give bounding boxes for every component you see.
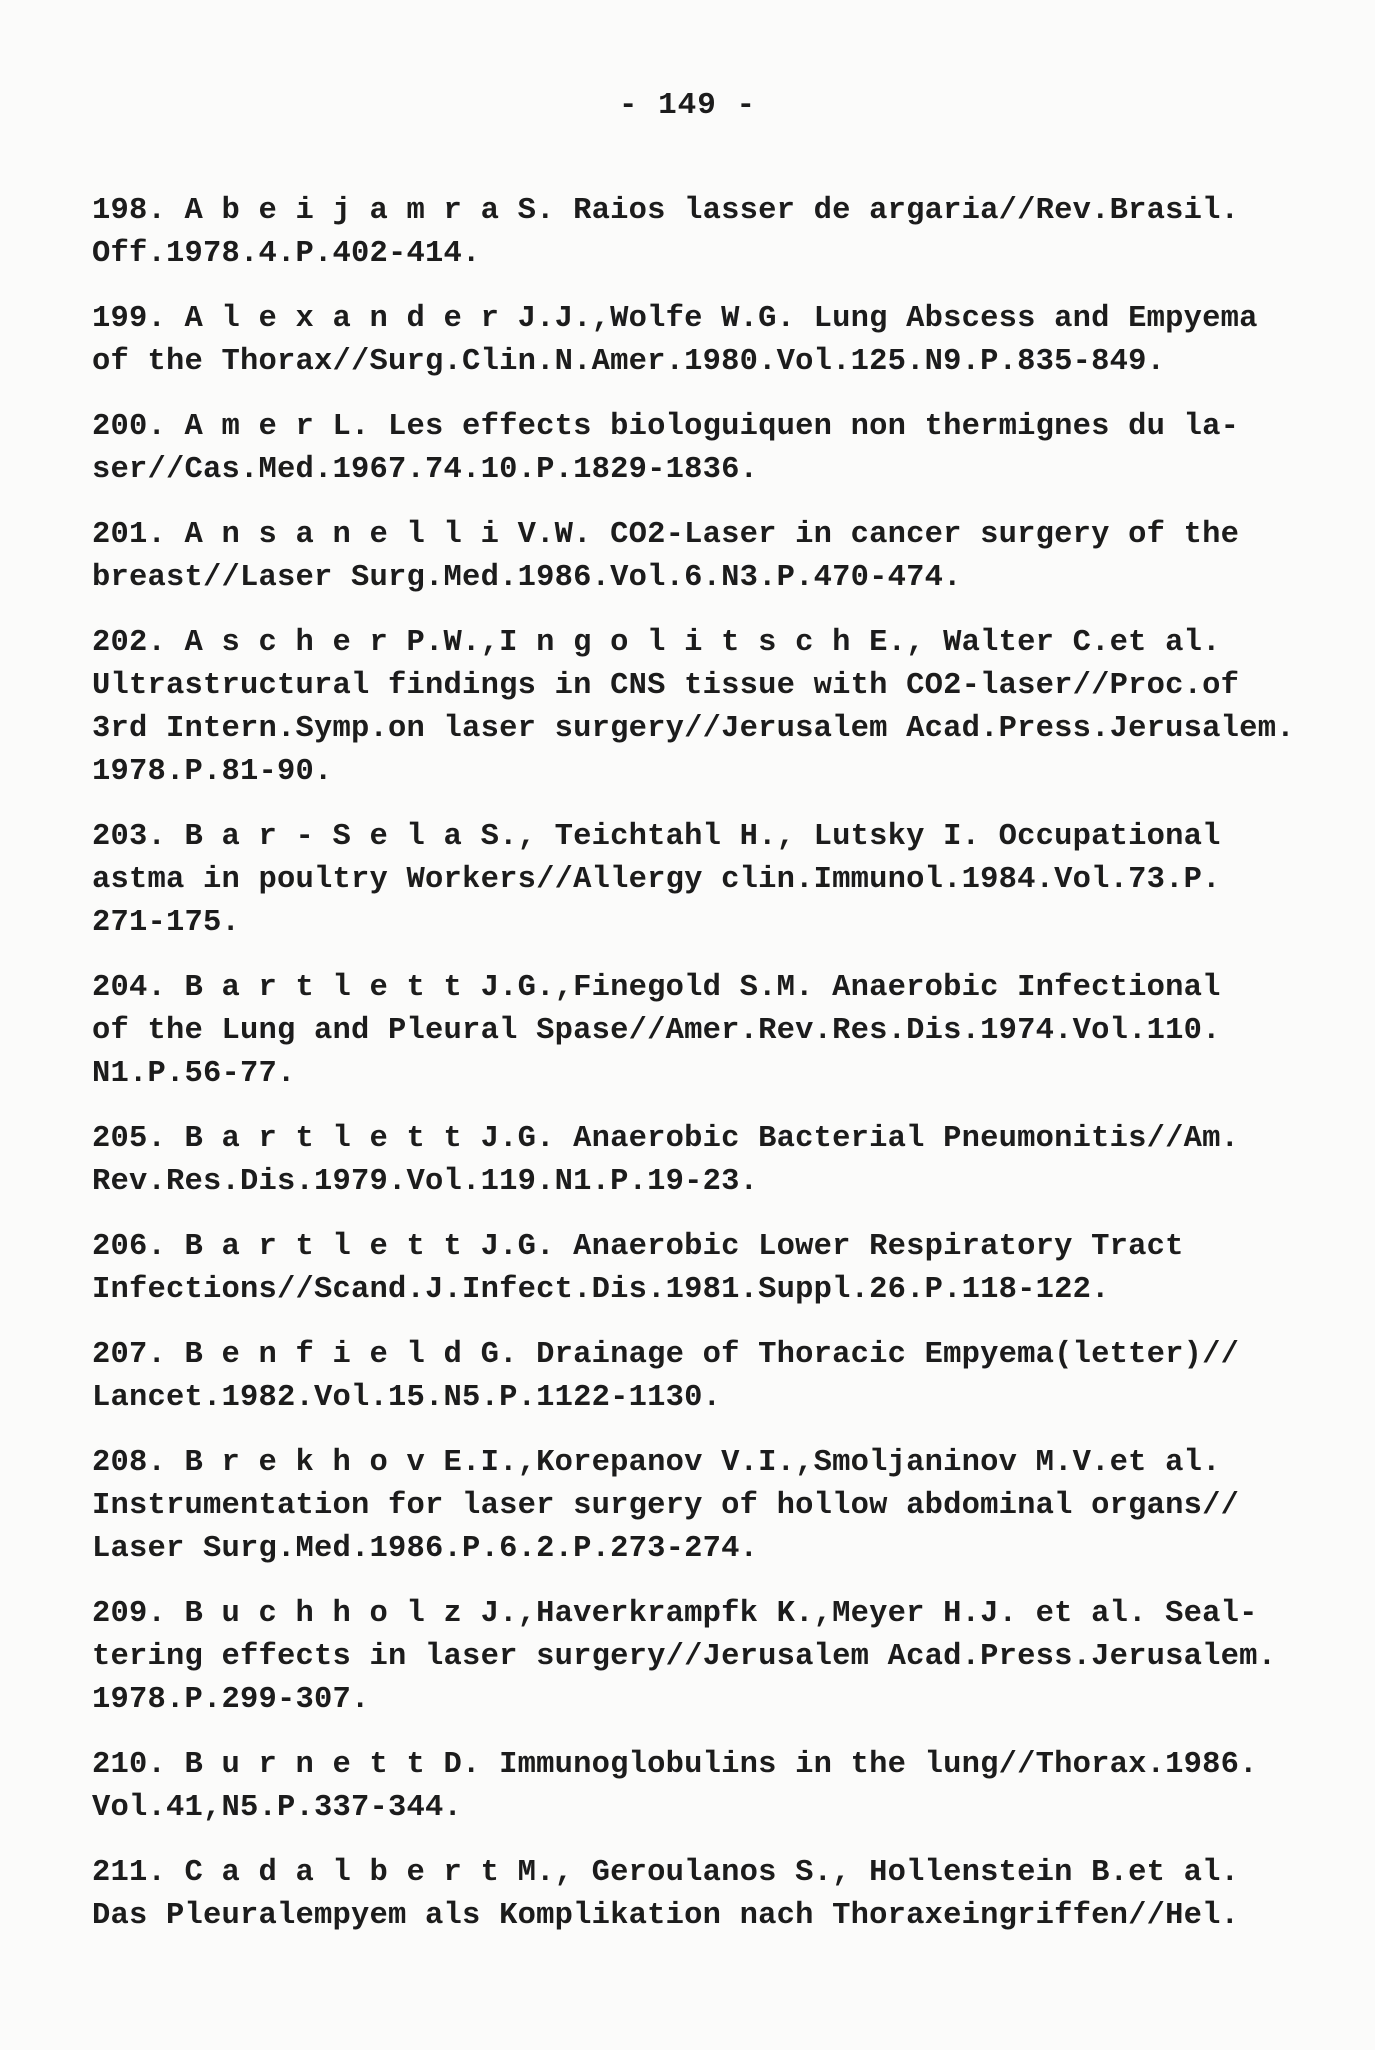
- reference-line: 205. B a r t l e t t J.G. Anaerobic Bacterial Pneumonitis//Am.: [92, 1122, 1240, 1156]
- reference-line: Vol.41,N5.P.337-344.: [92, 1791, 463, 1825]
- reference-line: 204. B a r t l e t t J.G.,Finegold S.M. Anaerobic Infectional: [92, 971, 1221, 1005]
- reference-line: 210. B u r n e t t D. Immunoglobulins in the lung//Thorax.1986.: [92, 1748, 1258, 1782]
- reference-line: 198. A b e i j a m r a S. Raios lasser de argaria//Rev.Brasil.: [92, 194, 1240, 228]
- reference-line: tering effects in laser surgery//Jerusalem Acad.Press.Jerusalem.: [92, 1640, 1277, 1674]
- reference-list: [92, 190, 1302, 1960]
- reference-entry-206: [92, 1226, 1302, 1312]
- reference-entry-207: [92, 1334, 1302, 1420]
- reference-line: 211. C a d a l b e r t M., Geroulanos S., Hollenstein B.et al.: [92, 1856, 1240, 1890]
- reference-entry-203: [92, 816, 1302, 945]
- reference-line: Lancet.1982.Vol.15.N5.P.1122-1130.: [92, 1381, 722, 1415]
- reference-line: 200. A m e r L. Les effects biologuiquen non thermignes du la-: [92, 410, 1240, 444]
- reference-line: 203. B a r - S e l a S., Teichtahl H., Lutsky I. Occupational: [92, 820, 1221, 854]
- reference-line: Infections//Scand.J.Infect.Dis.1981.Suppl.26.P.118-122.: [92, 1273, 1110, 1307]
- reference-line: 199. A l e x a n d e r J.J.,Wolfe W.G. Lung Abscess and Empyema: [92, 302, 1258, 336]
- reference-line: Rev.Res.Dis.1979.Vol.119.N1.P.19-23.: [92, 1165, 759, 1199]
- reference-line: Laser Surg.Med.1986.P.6.2.P.273-274.: [92, 1532, 759, 1566]
- reference-entry-204: [92, 967, 1302, 1096]
- reference-entry-201: [92, 514, 1302, 600]
- reference-entry-202: [92, 622, 1302, 794]
- reference-line: 3rd Intern.Symp.on laser surgery//Jerusalem Acad.Press.Jerusalem.: [92, 712, 1295, 746]
- reference-line: N1.P.56-77.: [92, 1057, 296, 1091]
- reference-line: of the Lung and Pleural Spase//Amer.Rev.Res.Dis.1974.Vol.110.: [92, 1014, 1221, 1048]
- reference-line: 208. B r e k h o v E.I.,Korepanov V.I.,Smoljaninov M.V.et al.: [92, 1446, 1221, 1480]
- reference-line: 201. A n s a n e l l i V.W. CO2-Laser in cancer surgery of the: [92, 518, 1240, 552]
- reference-entry-205: [92, 1118, 1302, 1204]
- reference-line: Das Pleuralempyem als Komplikation nach Thoraxeingriffen//Hel.: [92, 1899, 1240, 1933]
- reference-line: 209. B u c h h o l z J.,Haverkrampfk K.,Meyer H.J. et al. Seal-: [92, 1597, 1258, 1631]
- reference-line: 1978.P.299-307.: [92, 1683, 370, 1717]
- reference-entry-211: [92, 1852, 1302, 1938]
- reference-line: Instrumentation for laser surgery of hollow abdominal organs//: [92, 1489, 1240, 1523]
- reference-line: astma in poultry Workers//Allergy clin.Immunol.1984.Vol.73.P.: [92, 863, 1221, 897]
- reference-entry-198: [92, 190, 1302, 276]
- reference-line: 271-175.: [92, 906, 241, 940]
- reference-line: Ultrastructural findings in CNS tissue with CO2-laser//Proc.of: [92, 669, 1240, 703]
- reference-line: ser//Cas.Med.1967.74.10.P.1829-1836.: [92, 453, 759, 487]
- reference-line: Off.1978.4.P.402-414.: [92, 237, 481, 271]
- reference-line: breast//Laser Surg.Med.1986.Vol.6.N3.P.470-474.: [92, 561, 962, 595]
- reference-line: 206. B a r t l e t t J.G. Anaerobic Lower Respiratory Tract: [92, 1230, 1184, 1264]
- reference-line: 207. B e n f i e l d G. Drainage of Thoracic Empyema(letter)//: [92, 1338, 1240, 1372]
- reference-entry-208: [92, 1442, 1302, 1571]
- reference-entry-209: [92, 1593, 1302, 1722]
- reference-entry-210: [92, 1744, 1302, 1830]
- page-number: - 149 -: [618, 88, 757, 123]
- reference-line: of the Thorax//Surg.Clin.N.Amer.1980.Vol.125.N9.P.835-849.: [92, 345, 1166, 379]
- reference-line: 1978.P.81-90.: [92, 755, 333, 789]
- reference-line: 202. A s c h e r P.W.,I n g o l i t s c h E., Walter C.et al.: [92, 626, 1221, 660]
- reference-entry-199: [92, 298, 1302, 384]
- reference-entry-200: [92, 406, 1302, 492]
